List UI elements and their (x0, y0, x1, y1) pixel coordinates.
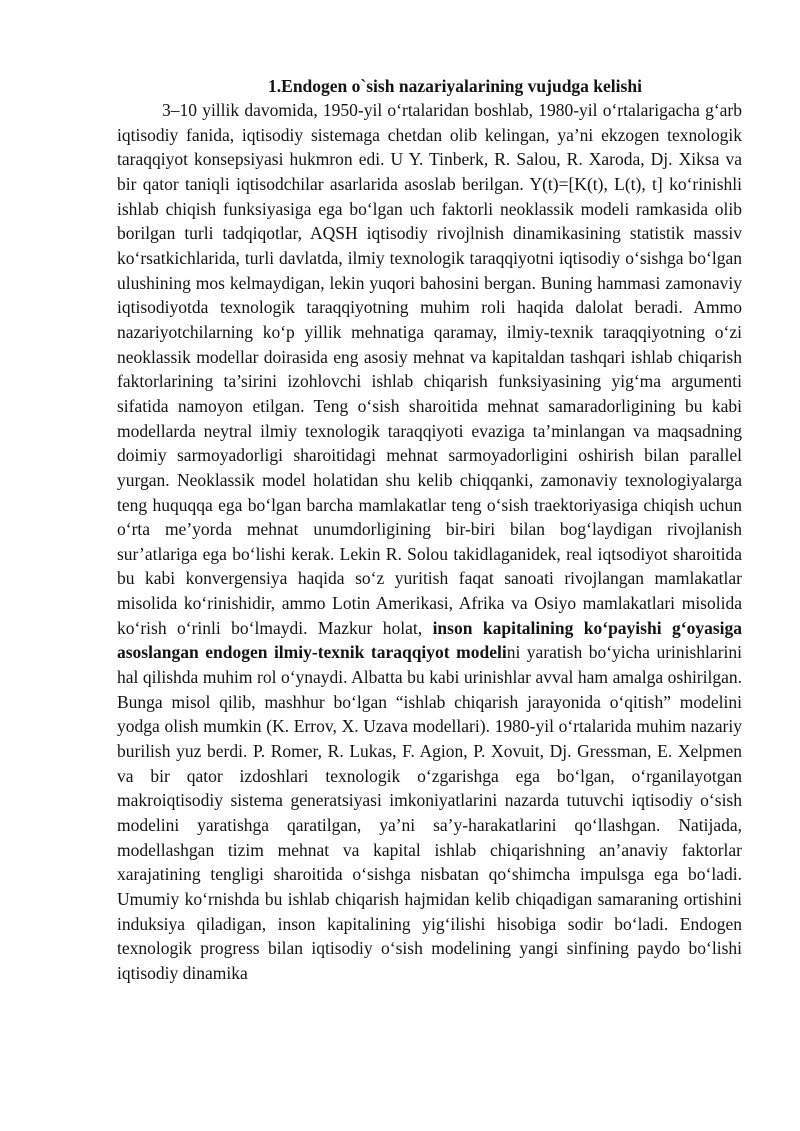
section-heading: 1.Endogen o`sish nazariyalarining vujudga kelishi (268, 76, 642, 96)
paragraph-text-part1: 3–10 yillik davomida, 1950-yil o‘rtalaridan boshlab, 1980-yil o‘rtalarigacha g‘arb iqtisodiy fanida, iqtisodiy sistemaga chetdan olib kelingan, ya’ni ekzogen texnologik taraqqiyot konsepsiyasi hukmron edi. U Y. Tinberk, R. Salou, R. Xaroda, Dj. Xiksa va bir qator taniqli iqtisodchilar asarlarida asoslab berilgan. Y(t)=[K(t), L(t), t] ko‘rinishli ishlab chiqish funksiyasiga ega bo‘lgan uch faktorli neoklassik modeli ramkasida olib borilgan turli tadqiqotlar, AQSH iqtisodiy rivojlnish dinamikasining statistik massiv ko‘rsatkichlarida, turli davlatda, ilmiy texnologik taraqqiyotni iqtisodiy o‘sishga bo‘lgan ulushining mos kelmaydigan, lekin yuqori bahosini bergan. Buning hammasi zamonaviy iqtisodiyotda texnologik taraqqiyotning muhim roli haqida dalolat beradi. Ammo nazariyotchilarning ko‘p yillik mehnatiga qaramay, ilmiy-texnik taraqqiyotning o‘zi neoklassik modellar doirasida eng asosiy mehnat va kapitaldan tashqari ishlab chiqarish faktorlarining ta’sirini izohlovchi ishlab chiqarish funksiyasining yig‘ma argumenti sifatida namoyon etilgan. Teng o‘sish sharoitida mehnat samaradorligining bu kabi modellarda neytral ilmiy texnologik taraqqiyoti evaziga ta’minlangan va maqsadning doimiy sarmoyadorligi sharoitidagi mehnat sarmoyadorligini oshirish bilan parallel yurgan. Neoklassik model holatidan shu kelib chiqqanki, zamonaviy texnologiyalarga teng huquqqa ega bo‘lgan barcha mamlakatlar teng o‘sish traektoriyasiga chiqish uchun o‘rta me’yorda mehnat unumdorligining bir-biri bilan bog‘laydigan rivojlanish sur’atlariga ega bo‘lishi kerak. Lekin R. Solou takidlaganidek, real iqtsodiyot sharoitida bu kabi konvergensiya haqida so‘z yuritish faqat sanoati rivojlangan mamlakatlar misolida ko‘rinishidir, ammo Lotin Amerikasi, Afrika va Osiyo mamlakatlari misolida ko‘rish o‘rinli bo‘lmaydi. Mazkur holat, (117, 100, 742, 638)
body-paragraph (117, 98, 742, 986)
paragraph-text-part2: ni yaratish bo‘yicha urinishlarini hal qilishda muhim rol o‘ynaydi. Albatta bu kabi urinishlar avval ham amalga oshirilgan. Bunga misol qilib, mashhur bo‘lgan “ishlab chiqarish jarayonida o‘qitish” modelini yodga olish mumkin (K. Errov, X. Uzava modellari). 1980-yil o‘rtalarida muhim nazariy burilish yuz berdi. P. Romer, R. Lukas, F. Agion, P. Xovuit, Dj. Gressman, E. Xelpmen va bir qator izdoshlari texnologik o‘zgarishga ega bo‘lgan, o‘rganilayotgan makroiqtisodiy sistema generatsiyasi imkoniyatlarini nazarda tutuvchi iqtisodiy o‘sish modelini yaratishga qaratilgan, ya’ni sa’y-harakatlarini qo‘llashgan. Natijada, modellashgan tizim mehnat va kapital ishlab chiqarishning an’anaviy faktorlar xarajatining tengligi sharoitida o‘sishga nisbatan qo‘shimcha impulsga ega bo‘ladi. Umumiy ko‘rnishda bu ishlab chiqarish hajmidan kelib chiqadigan samaraning ortishini induksiya qiladigan, inson kapitalining yig‘ilishi hisobiga sodir bo‘ladi. Endogen texnologik progress bilan iqtisodiy o‘sish modelining yangi sinfining paydo bo‘lishi iqtisodiy dinamika (117, 642, 742, 983)
paragraph-bold-phrase: inson kapitalining ko‘payishi g‘oyasiga asoslangan endogen ilmiy-texnik taraqqiyot modeli (117, 617, 742, 663)
